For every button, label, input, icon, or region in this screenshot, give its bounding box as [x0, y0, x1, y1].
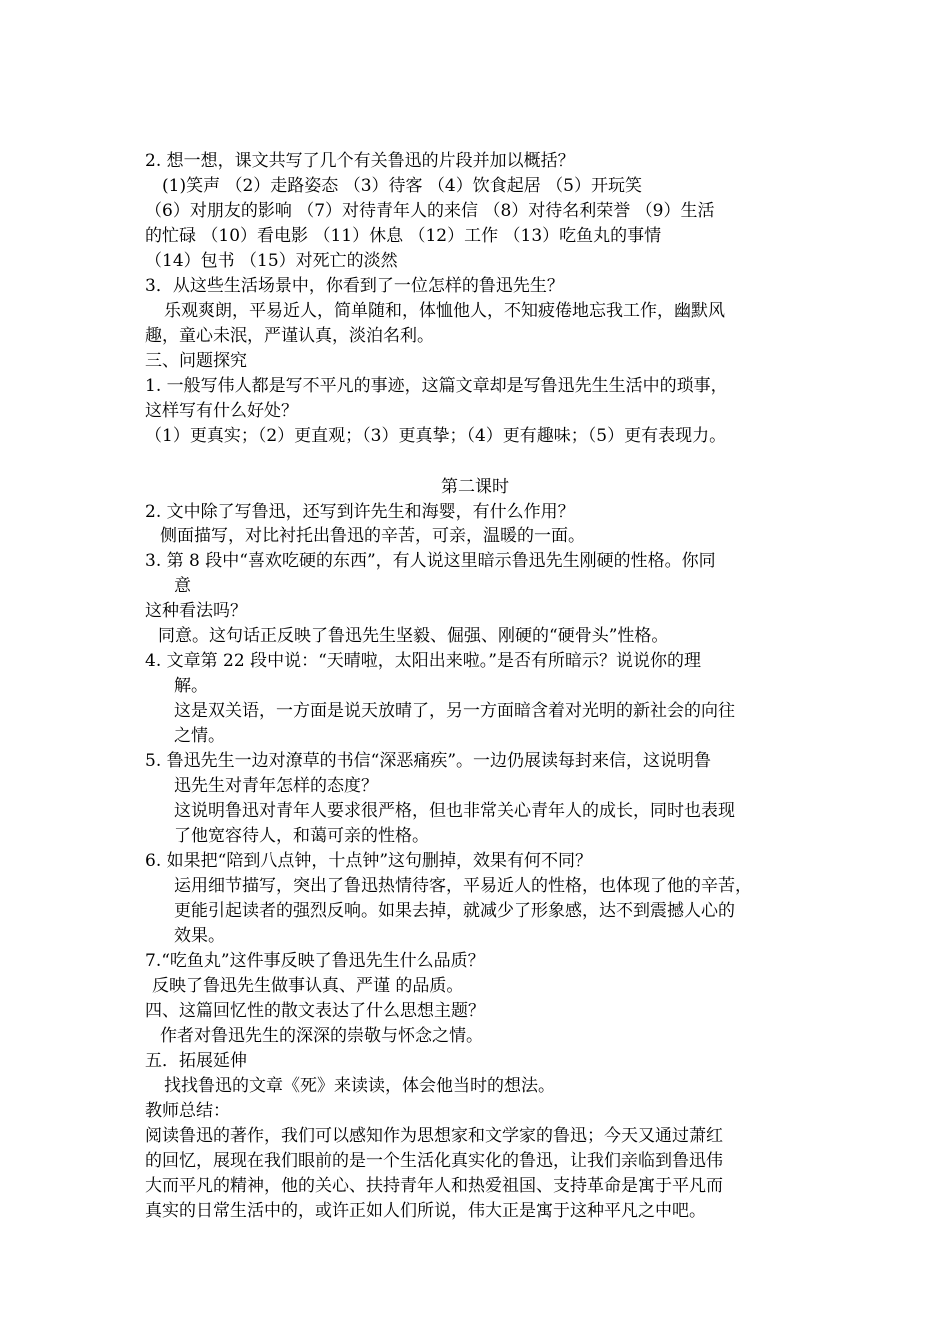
answer-line: 之情。 [174, 726, 225, 746]
answer-line: 效果。 [174, 926, 225, 946]
summary-line: 的回忆，展现在我们眼前的是一个生活化真实化的鲁迅，让我们亲临到鲁迅伟 [145, 1151, 723, 1171]
answer-line: 乐观爽朗，平易近人，简单随和，体恤他人，不知疲倦地忘我工作，幽默风 [164, 301, 725, 321]
question-2-line: 2. 想一想，课文共写了几个有关鲁迅的片段并加以概括？ [145, 151, 575, 171]
section-heading: 五．拓展延伸 [145, 1051, 247, 1071]
question-line: 4. 文章第 22 段中说：“天晴啦，太阳出来啦。”是否有所暗示？说说你的理 [145, 651, 701, 671]
question-line: 6. 如果把“陪到八点钟，十点钟”这句删掉，效果有何不同？ [145, 851, 593, 871]
answer-line: 作者对鲁迅先生的深深的崇敬与怀念之情。 [160, 1026, 483, 1046]
answer-line: 这说明鲁迅对青年人要求很严格，但也非常关心青年人的成长，同时也表现 [174, 801, 735, 821]
answer-line: 趣，童心未泯，严谨认真，淡泊名利。 [145, 326, 434, 346]
answer-line: 更能引起读者的强烈反响。如果去掉，就减少了形象感，达不到震撼人心的 [174, 901, 735, 921]
question-3-line: 3．从这些生活场景中，你看到了一位怎样的鲁迅先生？ [145, 276, 564, 296]
question-line: 意 [174, 576, 191, 596]
answer-line: 反映了鲁迅先生做事认真、严谨 的品质。 [152, 976, 464, 996]
question-line: 迅先生对青年怎样的态度？ [174, 776, 378, 796]
question-line: 这种看法吗？ [145, 601, 247, 621]
answer-line: 了他宽容待人，和蔼可亲的性格。 [174, 826, 429, 846]
answer-line: 侧面描写，对比衬托出鲁迅的辛苦，可亲，温暖的一面。 [160, 526, 585, 546]
answer-line: (1)笑声 （2）走路姿态 （3）待客 （4）饮食起居 （5）开玩笑 [162, 176, 642, 196]
section-heading: 四、这篇回忆性的散文表达了什么思想主题？ [145, 1001, 485, 1021]
answer-line: 同意。这句话正反映了鲁迅先生坚毅、倔强、刚硬的“硬骨头”性格。 [158, 626, 669, 646]
answer-line: （14）包书 （15）对死亡的淡然 [145, 251, 398, 271]
section-heading: 三、问题探究 [145, 351, 247, 371]
question-line: 7.“吃鱼丸”这件事反映了鲁迅先生什么品质？ [145, 951, 485, 971]
summary-line: 大而平凡的精神，他的关心、扶持青年人和热爱祖国、支持革命是寓于平凡而 [145, 1176, 723, 1196]
answer-line: 的忙碌 （10）看电影 （11）休息 （12）工作 （13）吃鱼丸的事情 [145, 226, 662, 246]
summary-heading: 教师总结： [145, 1101, 230, 1121]
question-line: 2. 文中除了写鲁迅，还写到许先生和海婴，有什么作用？ [145, 502, 575, 522]
question-line: 1. 一般写伟人都是写不平凡的事迹，这篇文章却是写鲁迅先生生活中的琐事， [145, 376, 728, 396]
summary-line: 真实的日常生活中的，或许正如人们所说，伟大正是寓于这种平凡之中吧。 [145, 1201, 706, 1221]
summary-line: 阅读鲁迅的著作，我们可以感知作为思想家和文学家的鲁迅；今天又通过萧红 [145, 1126, 723, 1146]
lesson-heading: 第二课时 [441, 477, 509, 497]
question-line: 3. 第 8 段中“喜欢吃硬的东西”，有人说这里暗示鲁迅先生刚硬的性格。你同 [145, 551, 716, 571]
answer-line: （6）对朋友的影响 （7）对待青年人的来信 （8）对待名利荣誉 （9）生活 [145, 201, 715, 221]
question-line: 5. 鲁迅先生一边对潦草的书信“深恶痛疾”。一边仍展读每封来信，这说明鲁 [145, 751, 712, 771]
answer-line: 这是双关语，一方面是说天放晴了，另一方面暗含着对光明的新社会的向往 [174, 701, 735, 721]
answer-line: （1）更真实；（2）更直观；（3）更真挚；（4）更有趣味；（5）更有表现力。 [145, 426, 727, 446]
question-line: 这样写有什么好处？ [145, 401, 298, 421]
answer-line: 找找鲁迅的文章《死》来读读，体会他当时的想法。 [164, 1076, 555, 1096]
answer-line: 运用细节描写，突出了鲁迅热情待客，平易近人的性格，也体现了他的辛苦， [174, 876, 752, 896]
question-line: 解。 [174, 676, 208, 696]
